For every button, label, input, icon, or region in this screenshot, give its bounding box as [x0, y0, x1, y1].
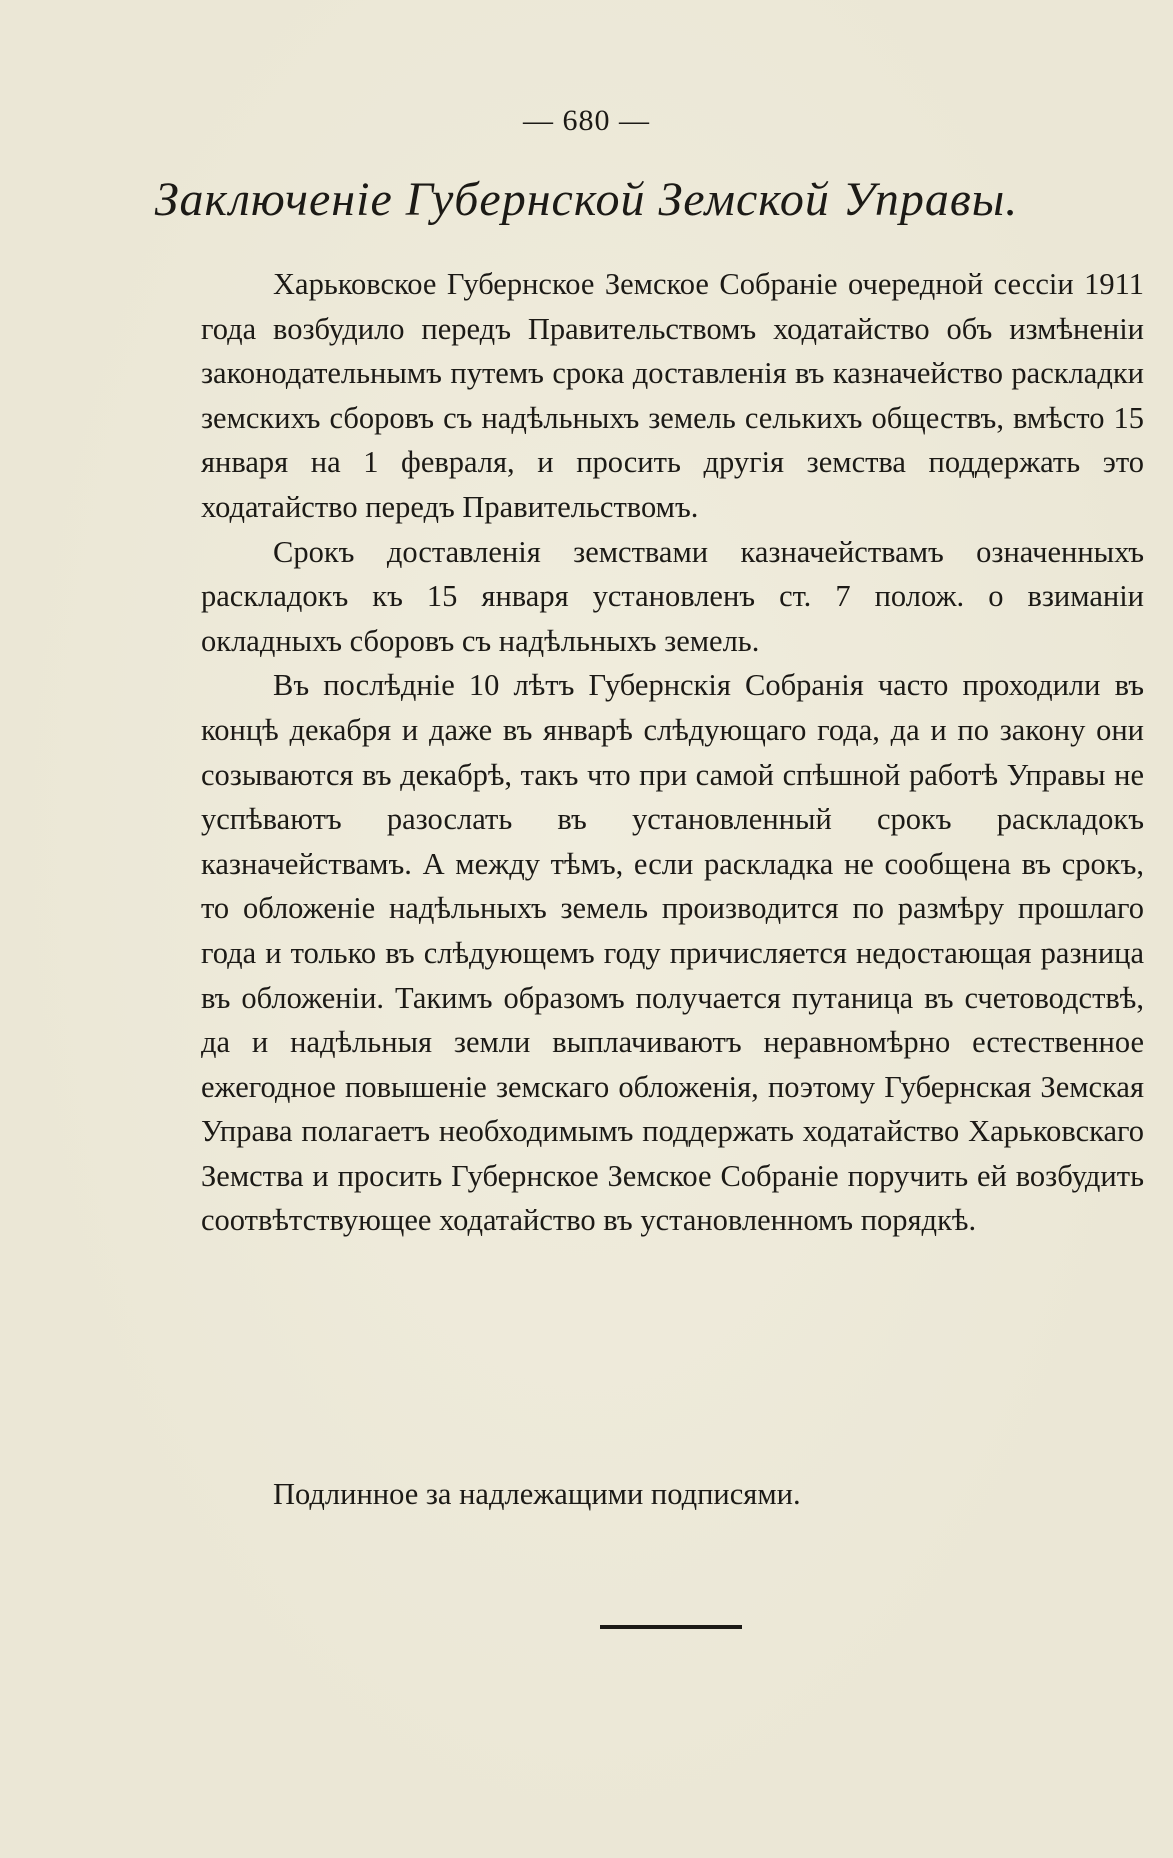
paragraph-2: Срокъ доставленія земствами казначействамъ означенныхъ раскладокъ къ 15 января установленъ ст. 7 полож. о взиманіи окладныхъ сборовъ съ надѣльныхъ земель. — [201, 534, 1144, 658]
body-text — [201, 262, 1144, 1243]
end-rule — [600, 1625, 742, 1629]
paragraph-1: Харьковское Губернское Земское Собраніе очередной сессіи 1911 года возбудило передъ Правительствомъ ходатайство объ измѣненіи законодательнымъ путемъ срока доставленія въ казначейство раскладки земскихъ сборовъ съ надѣльныхъ земель селькихъ обществъ, вмѣсто 15 января на 1 февраля, и просить другія земства поддержать это ходатайство передъ Правительствомъ. — [201, 267, 1144, 524]
paragraph-3: Въ послѣдніе 10 лѣтъ Губернскія Собранія часто проходили въ концѣ декабря и даже въ январѣ слѣдующаго года, да и по закону они созываются въ декабрѣ, такъ что при самой спѣшной работѣ Управы не успѣваютъ разослать въ установленный срокъ раскладокъ казначействамъ. А между тѣмъ, если раскладка не сообщена въ срокъ, то обложеніе надѣльныхъ земель производится по размѣру прошлаго года и только въ слѣдующемъ году причисляется недостающая разница въ обложеніи. Такимъ образомъ получается путаница въ счетоводствѣ, да и надѣльныя земли выплачиваютъ неравномѣрно естественное ежегодное повышеніе земскаго обложенія, поэтому Губернская Земская Управа полагаетъ необходимымъ поддержать ходатайство Харьковскаго Земства и просить Губернское Земское Собраніе поручить ей возбудить соотвѣтствующее ходатайство въ установленномъ порядкѣ. — [201, 668, 1144, 1238]
page-number: — 680 — — [523, 104, 650, 137]
section-heading: Заключеніе Губернской Земской Управы. — [154, 173, 1019, 226]
signature-note: Подлинное за надлежащими подписями. — [273, 1477, 801, 1511]
